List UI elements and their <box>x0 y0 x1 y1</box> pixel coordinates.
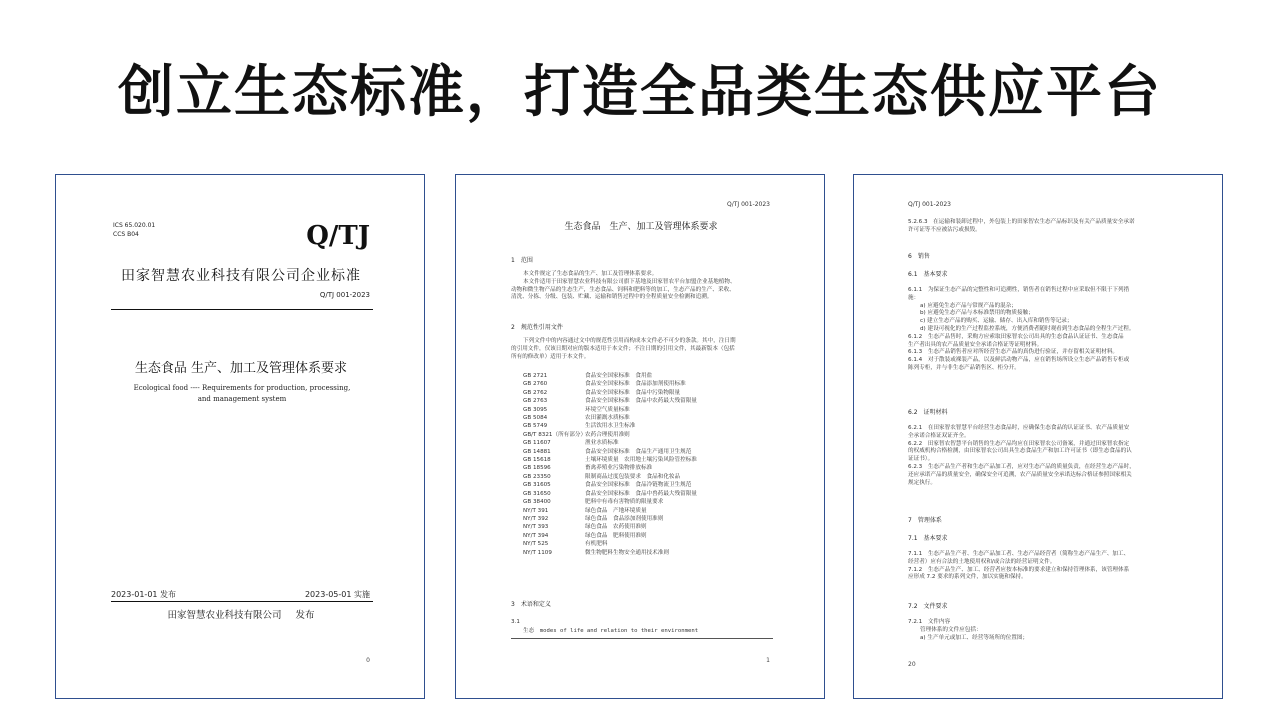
reference-code: NY/T 392 <box>523 515 549 522</box>
reference-item <box>523 464 697 472</box>
reference-item <box>523 456 697 464</box>
publisher-name: 田家智慧农业科技有限公司 <box>167 610 282 621</box>
divider-top <box>111 309 373 310</box>
paragraph-line: 经营者）应有合法的土地使用权和/或合法的经营证明文件。 <box>908 558 1056 565</box>
certificate-requirements <box>908 425 1200 487</box>
publisher-line <box>56 607 425 621</box>
reference-item <box>523 481 697 489</box>
reference-code: GB 38400 <box>523 499 551 506</box>
reference-item <box>523 507 697 515</box>
paragraph-line: 本文件适用于田家智慧农业科技有限公司旗下基地及田家智农平台加盟企业基地植物、 <box>523 278 736 285</box>
reference-list <box>523 372 697 557</box>
paragraph-line: 的引用文件，仅该日期对应的版本适用于本文件；不注日期的引用文件，其最新版本（包括 <box>511 345 735 352</box>
reference-code: GB 23350 <box>523 473 551 480</box>
reference-code: GB 11607 <box>523 440 551 447</box>
reference-item <box>523 431 697 439</box>
reference-item <box>523 406 697 414</box>
reference-title: 食品安全国家标准 食品中农药最大残留限量 <box>585 398 697 405</box>
paragraph-line: 本文件规定了生态食品的生产、加工及管理体系要求。 <box>523 271 658 277</box>
sales-requirements <box>908 287 1200 373</box>
paragraph-line: 5.2.6.3 在运输和装卸过程中，外包装上的田家智农生态产品标识及有关产品质量安全承诺 <box>908 219 1135 225</box>
paragraph-line: 证证书）。 <box>908 456 934 463</box>
paragraph-line: 7.1.1 生态产品生产者、生态产品加工者、生态产品经营者（简称生态产品生产、加工、 <box>908 551 1130 557</box>
section-heading: 6 销售 <box>908 253 930 260</box>
cover-title-cn: 生态食品 生产、加工及管理体系要求 <box>134 361 348 376</box>
reference-code: GB 5084 <box>523 415 548 422</box>
paragraph-line: 全承诺合格证双证齐全。 <box>908 432 970 439</box>
company-standard-heading: 田家智慧农业科技有限公司企业标准 <box>121 268 361 284</box>
reference-title: 肥料中有毒有害物质的限量要求 <box>585 499 664 506</box>
paragraph-line: 的权威机构合格检测，由田家智农公司出具生态食品生产和加工许可证书（即生态食品的认 <box>908 448 1132 455</box>
reference-code: GB 2763 <box>523 398 548 405</box>
reference-code: GB 15618 <box>523 457 551 464</box>
subsection-heading: 6.1 基本要求 <box>908 271 948 278</box>
reference-code: GB 18596 <box>523 465 551 472</box>
reference-code: GB 14881 <box>523 448 551 455</box>
reference-item <box>523 448 697 456</box>
reference-title: 绿色食品 肥料使用准则 <box>585 532 647 539</box>
paragraph-line: 应形成 7.2 要求的系列文件，加以实施和保持。 <box>908 574 1027 581</box>
reference-title: 有机肥料 <box>585 541 608 548</box>
section-heading: 2 规范性引用文件 <box>511 324 563 331</box>
paragraph-line: 施： <box>908 294 920 301</box>
paragraph-line: 还应承诺产品的质量安全，确保安全可追溯，农产品质量安全承诺达标合格证参照国家相关 <box>908 471 1132 478</box>
reference-code: GB 5749 <box>523 423 548 430</box>
subsection-heading: 6.2 证明材料 <box>908 409 948 416</box>
paragraph-line: 管理体系的文件应包括： <box>920 626 982 633</box>
reference-item <box>523 422 697 430</box>
paragraph-line: 7.1.2 生态产品生产、加工、经营者应按本标准的要求建立和保持管理体系，该管理体系 <box>908 566 1130 573</box>
section-heading: 7 管理体系 <box>908 517 942 524</box>
reference-code: GB 2762 <box>523 389 548 396</box>
reference-title: 绿色食品 农药使用准则 <box>585 524 647 531</box>
implement-date: 2023-05-01 实施 <box>304 590 370 599</box>
list-item: c) 建立生态产品的购买、运输、储存、出入库和销售等记录； <box>920 318 1073 325</box>
references-intro <box>511 338 801 361</box>
reference-item <box>523 372 697 380</box>
reference-item <box>523 549 697 557</box>
subsection-heading: 7.1 基本要求 <box>908 535 948 542</box>
reference-title: 食品安全国家标准 食品添加剂使用标准 <box>585 381 686 388</box>
paragraph-line: 动物和微生物产品的生态生产，生态食品、饲料和肥料等的加工，生态产品的生产、采收、 <box>511 286 735 293</box>
reference-item <box>523 380 697 388</box>
reference-title: 食品安全国家标准 食用盐 <box>585 373 653 379</box>
list-item: b) 应避免生态产品与本标准禁用的物质接触； <box>920 310 1034 317</box>
page-header: Q/TJ 001-2023 <box>908 201 951 208</box>
reference-title: 畜禽养殖业污染物排放标准 <box>585 465 653 472</box>
reference-item <box>523 490 697 498</box>
term-definition: 生态 modes of life and relation to their environment <box>523 628 699 634</box>
paragraph-line: 6.1.2 生态产品售时，采购方应索取田家智农公司出具的生态食品认证证书、生态食品 <box>908 333 1124 340</box>
list-item: a) 生产单元或加工、经营等场所的位置图； <box>920 634 1029 641</box>
section-heading: 3 术语和定义 <box>511 601 551 608</box>
paragraph-line: 下列文件中的内容通过文中的规范性引用而构成本文件必不可少的条款。其中，注日期 <box>523 338 736 344</box>
divider <box>511 638 773 639</box>
reference-title: 土壤环境质量 农用地土壤污染风险管控标准 <box>585 457 697 464</box>
subsection-heading: 7.2 文件要求 <box>908 603 948 610</box>
reference-item <box>523 498 697 506</box>
publish-word: 发布 <box>295 610 315 621</box>
page-title: 生态食品 生产、加工及管理体系要求 <box>564 222 718 232</box>
reference-code: NY/T 393 <box>523 524 549 531</box>
ccs-code: CCS B04 <box>113 231 139 238</box>
reference-item <box>523 439 697 447</box>
divider-bottom <box>111 601 373 602</box>
document-requirements <box>908 619 1200 642</box>
paragraph-line: 6.2.2 田家智农智慧平台销售的生态产品均应在田家智农公司备案，并通过田家智农指定 <box>908 440 1130 447</box>
slide-title: 创立生态标准，打造全品类生态供应平台 <box>118 59 1162 125</box>
reference-item <box>523 389 697 397</box>
reference-item <box>523 473 697 481</box>
ics-code: ICS 65.020.01 <box>113 222 156 229</box>
cover-title-en: Ecological food ---- Requirements for production, processing, and management system <box>133 384 351 403</box>
reference-title: 农田灌溉水质标准 <box>585 415 630 422</box>
scope-text <box>511 271 801 302</box>
term-number: 3.1 <box>511 619 520 625</box>
reference-title: 渔业水质标准 <box>585 440 619 447</box>
paragraph-line: 陈列专柜，并与非生态产品销售区、柜分开。 <box>908 364 1020 371</box>
reference-item <box>523 414 697 422</box>
reference-item <box>523 397 697 405</box>
section-heading: 1 范围 <box>511 257 533 264</box>
reference-item <box>523 540 697 548</box>
reference-title: 微生物肥料生物安全通用技术准则 <box>585 549 669 556</box>
reference-item <box>523 532 697 540</box>
standard-number: Q/TJ 001-2023 <box>319 291 370 299</box>
reference-title: 食品安全国家标准 食品中污染物限量 <box>585 389 681 396</box>
paragraph-line: 清洗、分拣、分级、包装、贮藏、运输和销售过程中的全程质量安全检测和追溯。 <box>511 294 713 301</box>
paragraph-line: 生产者出具的农产品质量安全承诺合格证等证明材料。 <box>908 341 1043 348</box>
publish-date: 2023-01-01 发布 <box>111 590 177 599</box>
list-item: d) 建设可视化的生产过程监控系统，方便消费者随时观看到生态食品的全程生产过程。 <box>920 325 1135 332</box>
reference-title: 绿色食品 食品添加剂使用准则 <box>585 515 664 522</box>
paragraph-line: 7.2.1 文件内容 <box>908 619 951 625</box>
page-number: 1 <box>766 657 770 664</box>
reference-title: 食品安全国家标准 食品冷链物流卫生规范 <box>585 482 692 489</box>
reference-title: 食品安全国家标准 食品中兽药最大残留限量 <box>585 490 697 497</box>
paragraph-line: 6.2.3 生态产品生产者和生态产品加工者，应对生态产品的质量负责，在经营生态产品时， <box>908 463 1135 470</box>
paragraph-line: 6.1.4 对于散装或裸装产品，以及鲜活动物产品，应在销售场所设立生态产品销售专柜或 <box>908 357 1130 364</box>
reference-code: GB 2760 <box>523 381 548 388</box>
management-requirements <box>908 551 1200 582</box>
reference-title: 限制商品过度包装要求 食品和化妆品 <box>585 473 681 480</box>
classification-codes <box>113 221 155 239</box>
page-number: 0 <box>366 657 370 664</box>
reference-code: NY/T 525 <box>523 541 549 548</box>
reference-code: GB/T 8321（所有部分） <box>523 431 587 438</box>
reference-title: 生活饮用水卫生标准 <box>585 423 636 430</box>
standard-page-1 <box>455 174 825 699</box>
reference-code: GB 31605 <box>523 482 551 489</box>
reference-code: GB 2721 <box>523 373 548 379</box>
reference-code: GB 3095 <box>523 406 548 413</box>
reference-item <box>523 523 697 531</box>
reference-code: NY/T 391 <box>523 507 549 514</box>
reference-title: 绿色食品 产地环境质量 <box>585 507 647 514</box>
paragraph-line: 6.2.1 在田家智农智慧平台经营生态食品时，应确保生态食品的认证证书、农产品质量安 <box>908 425 1130 431</box>
list-item: a) 应避免生态产品与常规产品的混杂； <box>920 302 1017 309</box>
reference-code: GB 31650 <box>523 490 551 497</box>
paragraph-line: 6.1.1 为保证生态产品的完整性和可追溯性，销售者在销售过程中应采取但不限于下列措 <box>908 287 1130 293</box>
reference-title: 农药合理使用准则 <box>585 431 630 438</box>
reference-item <box>523 515 697 523</box>
standard-mark: Q/TJ <box>306 221 370 251</box>
standard-page-20 <box>853 174 1223 699</box>
paragraph-line: 6.1.3 生态产品销售者应对所经营生态产品的真伪进行验证，并存留相关证明材料。 <box>908 349 1119 356</box>
reference-code: NY/T 394 <box>523 532 549 539</box>
standard-cover-page <box>55 174 425 699</box>
paragraph-line: 所有的修改单）适用于本文件。 <box>511 353 590 360</box>
page-number: 20 <box>908 661 916 668</box>
page-header: Q/TJ 001-2023 <box>727 201 770 208</box>
reference-title: 环境空气质量标准 <box>585 406 630 413</box>
reference-code: NY/T 1109 <box>523 549 552 556</box>
paragraph-line: 许可证等不应被沾污或损毁。 <box>908 226 981 233</box>
paragraph-line: 规定执行。 <box>908 479 936 486</box>
reference-title: 食品安全国家标准 食品生产通用卫生规范 <box>585 448 692 455</box>
clause-5-2-6-3 <box>908 219 1198 235</box>
